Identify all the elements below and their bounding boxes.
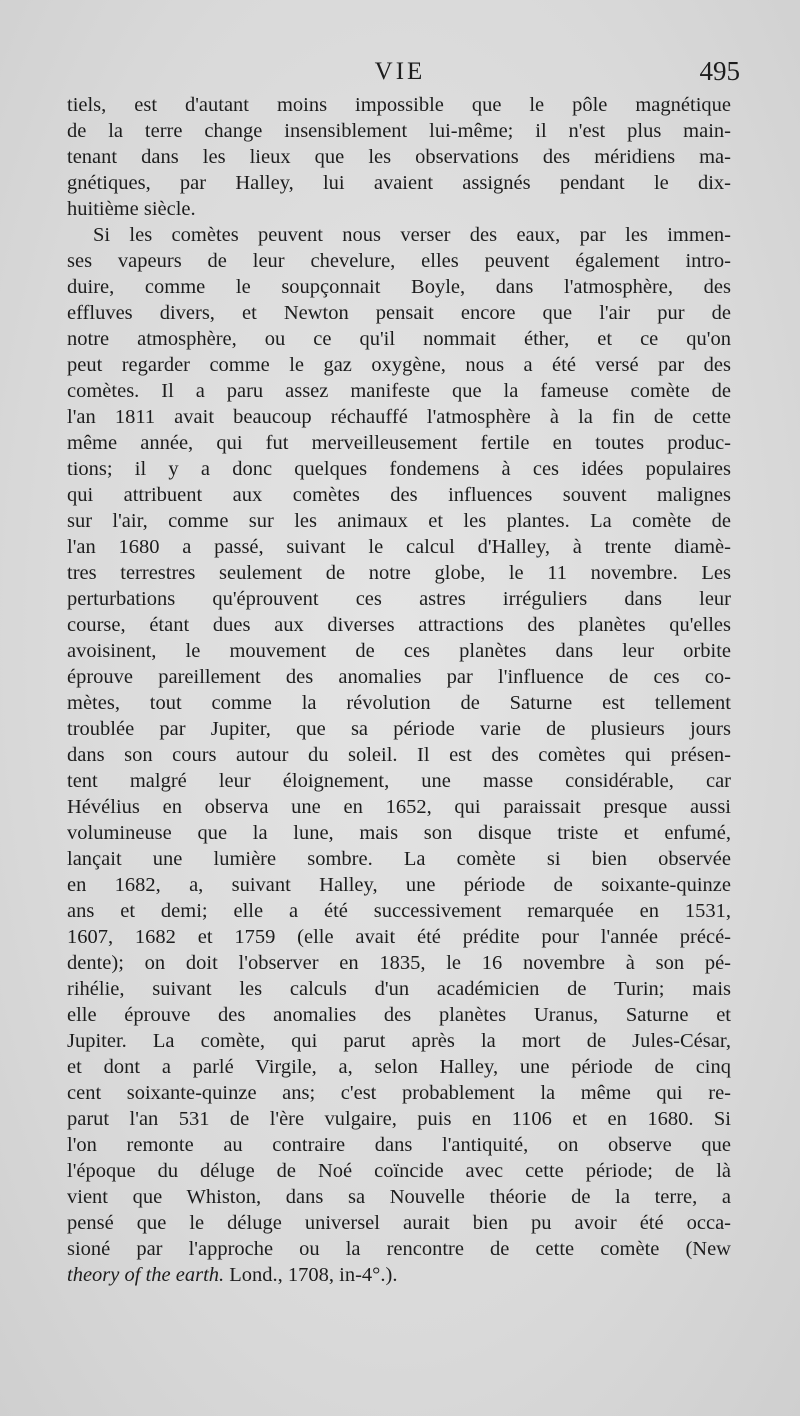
text-line: l'an 1811 avait beaucoup réchauffé l'atmosphère à la fin de cette	[67, 406, 731, 428]
text-line: l'on remonte au contraire dans l'antiquité, on observe que	[67, 1134, 731, 1156]
text-line: elle éprouve des anomalies des planètes Uranus, Saturne et	[67, 1004, 731, 1026]
citation-details: Lond., 1708, in-4°.).	[224, 1264, 398, 1286]
text-line: gnétiques, par Halley, lui avaient assignés pendant le dix-	[67, 172, 731, 194]
text-line: pensé que le déluge universel aurait bien pu avoir été occa-	[67, 1212, 731, 1234]
text-line: effluves divers, et Newton pensait encore que l'air pur de	[67, 302, 731, 324]
text-line: qui attribuent aux comètes des influences souvent malignes	[67, 484, 731, 506]
text-line: tions; il y a donc quelques fondemens à ces idées populaires	[67, 458, 731, 480]
text-line: parut l'an 531 de l'ère vulgaire, puis en 1106 et en 1680. Si	[67, 1108, 731, 1130]
text-line: notre atmosphère, ou ce qu'il nommait éther, et ce qu'on	[67, 328, 731, 350]
text-line: troublée par Jupiter, que sa période varie de plusieurs jours	[67, 718, 731, 740]
text-line: et dont a parlé Virgile, a, selon Halley, une période de cinq	[67, 1056, 731, 1078]
text-line: dans son cours autour du soleil. Il est des comètes qui présen-	[67, 744, 731, 766]
text-line-final	[67, 1262, 731, 1288]
paragraph-2	[67, 222, 731, 1288]
text-line: comètes. Il a paru assez manifeste que la fameuse comète de	[67, 380, 731, 402]
text-line: ans et demi; elle a été successivement remarquée en 1531,	[67, 900, 731, 922]
text-line: sioné par l'approche ou la rencontre de cette comète (New	[67, 1238, 731, 1260]
text-line: tenant dans les lieux que les observations des méridiens ma-	[67, 146, 731, 168]
text-line: 1607, 1682 et 1759 (elle avait été prédite pour l'année précé-	[67, 926, 731, 948]
text-line: en 1682, a, suivant Halley, une période de soixante-quinze	[67, 874, 731, 896]
text-line: cent soixante-quinze ans; c'est probablement la même qui re-	[67, 1082, 731, 1104]
text-line: avoisinent, le mouvement de ces planètes dans leur orbite	[67, 640, 731, 662]
text-line: duire, comme le soupçonnait Boyle, dans l'atmosphère, des	[67, 276, 731, 298]
citation-title: theory of the earth.	[67, 1264, 225, 1286]
text-line: Hévélius en observa une en 1652, qui paraissait presque aussi	[67, 796, 731, 818]
text-line: tres terrestres seulement de notre globe, le 11 novembre. Les	[67, 562, 731, 584]
text-line: Jupiter. La comète, qui parut après la mort de Jules-César,	[67, 1030, 731, 1052]
page-header	[60, 56, 740, 92]
text-line: peut regarder comme le gaz oxygène, nous a été versé par des	[67, 354, 731, 376]
paragraph-1	[67, 92, 731, 222]
text-line: même année, qui fut merveilleusement fertile en toutes produc-	[67, 432, 731, 454]
text-line: lançait une lumière sombre. La comète si bien observée	[67, 848, 731, 870]
text-line: rihélie, suivant les calculs d'un académicien de Turin; mais	[67, 978, 731, 1000]
text-line: ses vapeurs de leur chevelure, elles peuvent également intro-	[67, 250, 731, 272]
text-line: sur l'air, comme sur les animaux et les plantes. La comète de	[67, 510, 731, 532]
text-line: dente); on doit l'observer en 1835, le 16 novembre à son pé-	[67, 952, 731, 974]
text-line: éprouve pareillement des anomalies par l'influence de ces co-	[67, 666, 731, 688]
text-line: Si les comètes peuvent nous verser des eaux, par les immen-	[93, 224, 731, 246]
text-line: perturbations qu'éprouvent ces astres irréguliers dans leur	[67, 588, 731, 610]
text-line: huitième siècle.	[67, 198, 196, 220]
text-line: mètes, tout comme la révolution de Saturne est tellement	[67, 692, 731, 714]
text-line: l'époque du déluge de Noé coïncide avec cette période; de là	[67, 1160, 731, 1182]
running-head: VIE	[374, 58, 426, 85]
text-line: l'an 1680 a passé, suivant le calcul d'Halley, à trente diamè-	[67, 536, 731, 558]
text-line: volumineuse que la lune, mais son disque triste et enfumé,	[67, 822, 731, 844]
page-number: 495	[699, 56, 740, 86]
text-line: de la terre change insensiblement lui-même; il n'est plus main-	[67, 120, 731, 142]
text-line: course, étant dues aux diverses attractions des planètes qu'elles	[67, 614, 731, 636]
text-line: tent malgré leur éloignement, une masse considérable, car	[67, 770, 731, 792]
text-line: tiels, est d'autant moins impossible que le pôle magnétique	[67, 94, 731, 116]
body-text	[67, 92, 731, 1288]
text-line: vient que Whiston, dans sa Nouvelle théorie de la terre, a	[67, 1186, 731, 1208]
